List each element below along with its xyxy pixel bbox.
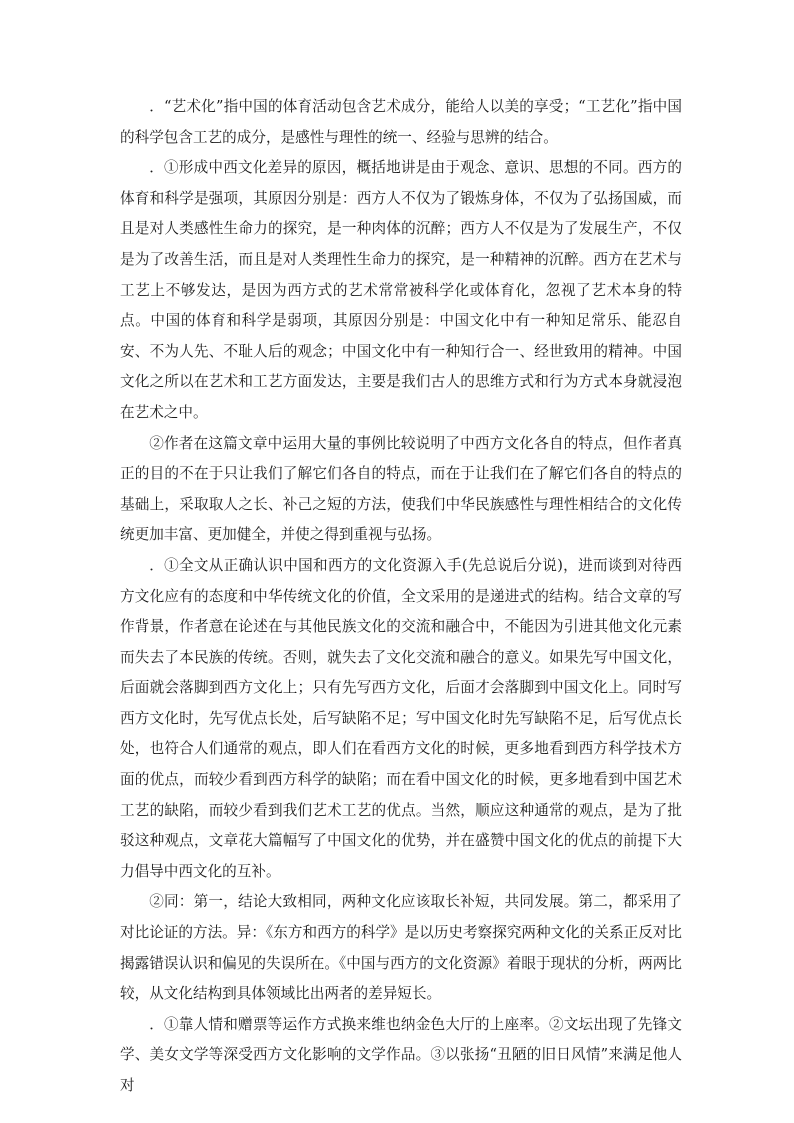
paragraph-structure-analysis: ．①全文从正确认识中国和西方的文化资源入手(先总说后分说)，进而谈到对待西方文化应有的态度和中华传统文化的价值，全文采用的是递进式的结构。结合文章的写作背景，作者意在论述在与其他民族文化的交流和融合中，不能因为引进其他文化元素而失去了本民族的传统。否则，就失去了文化交流和融合的意义。如果先写中国文化，后面就会落脚到西方文化上；只有先写西方文化，后面才会落脚到中国文化上。同时写西方文化时，先写优点长处，后写缺陷不足；写中国文化时先写缺陷不足，后写优点长处，也符合人们通常的观点，即人们在看西方文化的时候，更多地看到西方科学技术方面的优点，而较少看到西方科学的缺陷；而在看中国文化的时候，更多地看到中国艺术工艺的缺陷，而较少看到我们艺术工艺的优点。当然，顺应这种通常的观点，是为了批驳这种观点，文章花大篇幅写了中国文化的优势，并在盛赞中国文化的优点的前提下大力倡导中西文化的互补。 [120, 556, 682, 880]
paragraph-comparison: ②同：第一，结论大致相同，两种文化应该取长补短，共同发展。第二，都采用了对比论证的方法。异：《东方和西方的科学》是以历史考察探究两种文化的关系正反对比揭露错误认识和偏见的失误所在。《中国与西方的文化资源》着眼于现状的分析，两两比较，从文化结构到具体领域比出两者的差异短长。 [120, 893, 682, 1003]
paragraph-examples: ．①靠人情和赠票等运作方式换来维也纳金色大厅的上座率。②文坛出现了先锋文学、美女文学等深受西方文化影响的文学作品。③以张扬“丑陋的旧日风情”来满足他人对 [120, 1015, 682, 1094]
paragraph-art-craft-definition: ．“艺术化”指中国的体育活动包含艺术成分，能给人以美的享受；“工艺化”指中国的科学包含工艺的成分，是感性与理性的统一、经验与思辨的结合。 [120, 98, 682, 146]
paragraph-difference-causes: ．①形成中西文化差异的原因，概括地讲是由于观念、意识、思想的不同。西方的体育和科学是强项，其原因分别是：西方人不仅为了锻炼身体，不仅为了弘扬国威，而且是对人类感性生命力的探究，是一种肉体的沉醉；西方人不仅是为了发展生产，不仅是为了改善生活，而且是对人类理性生命力的探究，是一种精神的沉醉。西方在艺术与工艺上不够发达，是因为西方式的艺术常常被科学化或体育化，忽视了艺术本身的特点。中国的体育和科学是弱项，其原因分别是：中国文化中有一种知足常乐、能忍自安、不为人先、不耻人后的观念；中国文化中有一种知行合一、经世致用的精神。中国文化之所以在艺术和工艺方面发达，主要是我们古人的思维方式和行为方式本身就浸泡在艺术之中。 [120, 159, 682, 421]
paragraph-author-purpose: ②作者在这篇文章中运用大量的事例比较说明了中西方文化各自的特点，但作者真正的目的不在于只让我们了解它们各自的特点，而在于让我们在了解它们各自的特点的基础上，采取取人之长、补己之短的方法，使我们中华民族感性与理性相结合的文化传统更加丰富、更加健全，并使之得到重视与弘扬。 [120, 434, 682, 544]
document-page [120, 92, 682, 1102]
